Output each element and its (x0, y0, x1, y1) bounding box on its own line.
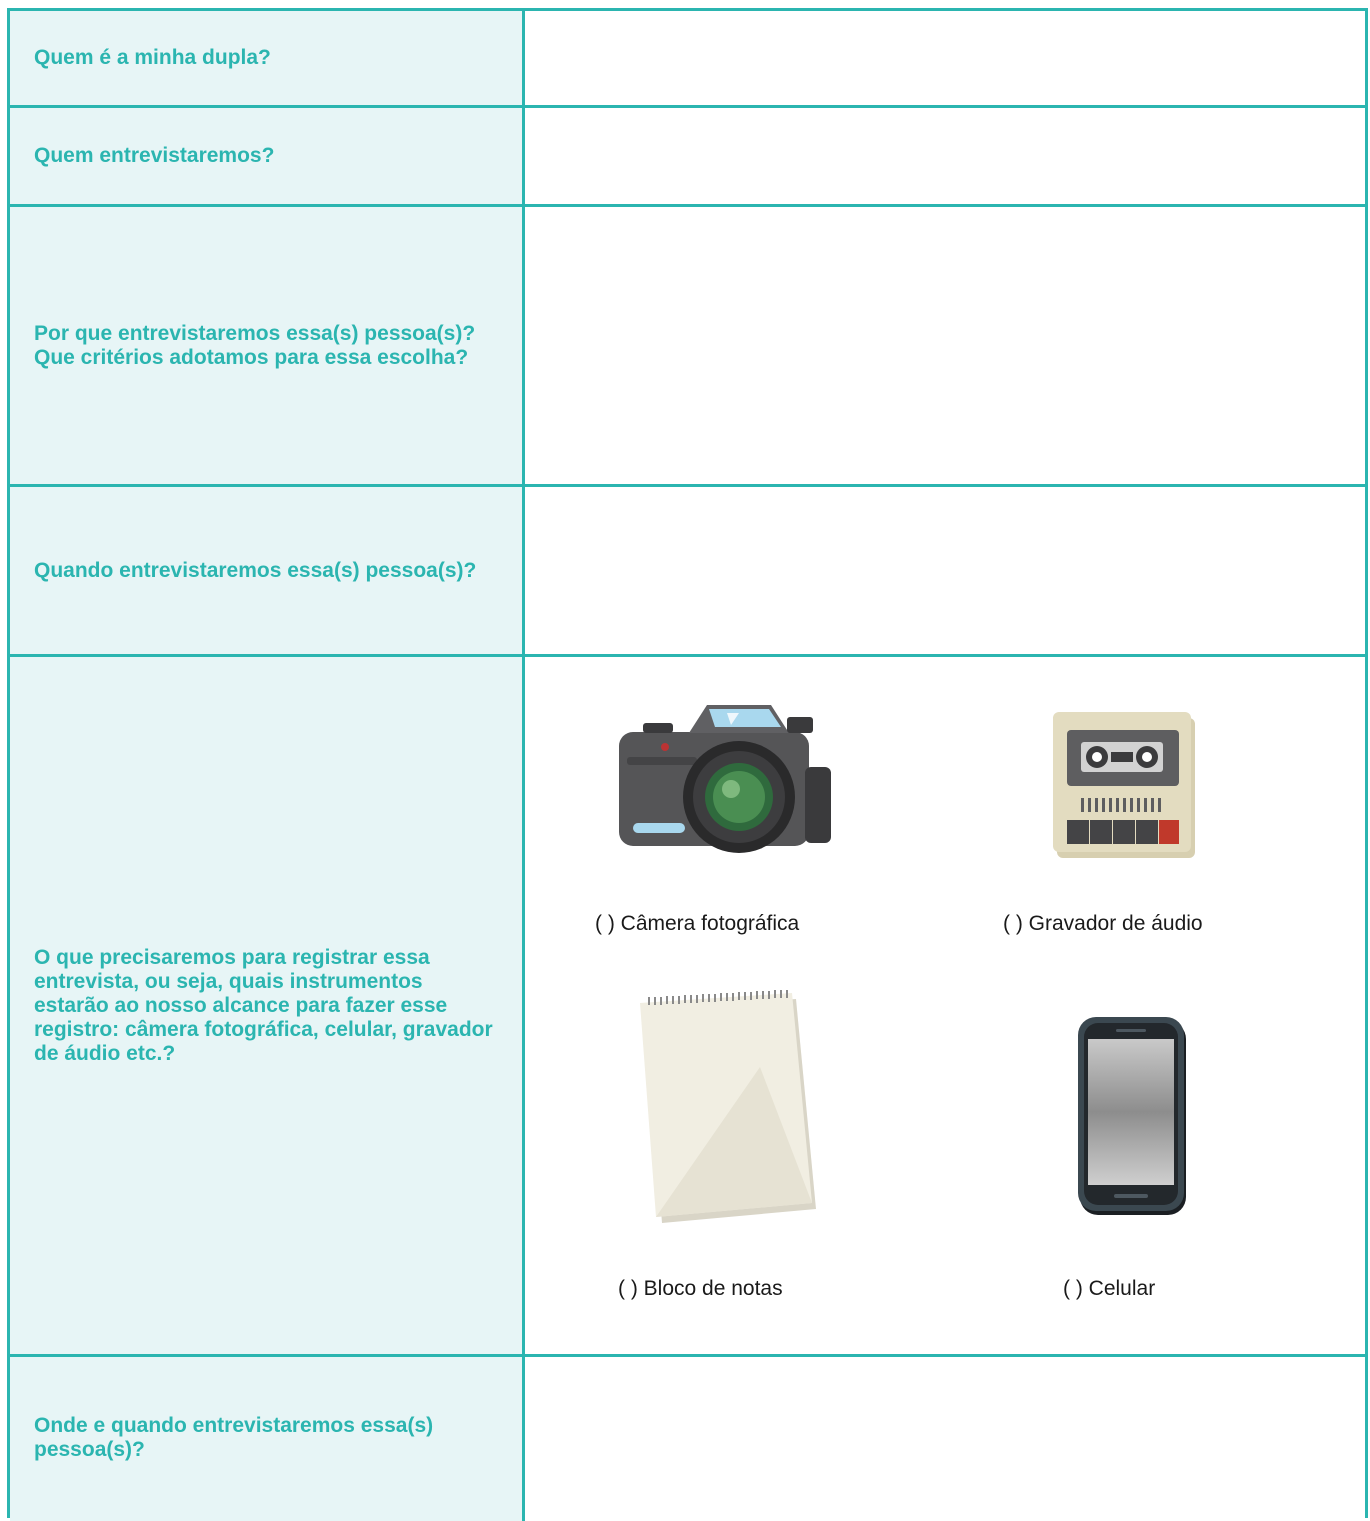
answer-cell[interactable] (525, 1357, 1365, 1521)
notepad-icon (630, 987, 830, 1237)
answer-cell[interactable] (525, 11, 1365, 105)
question-label: Quem entrevistaremos? (34, 144, 275, 167)
question-cell (10, 657, 525, 1354)
table-row (10, 11, 1365, 108)
question-cell (10, 207, 525, 484)
phone-icon (1078, 1017, 1188, 1217)
question-label: Quando entrevistaremos essa(s) pessoa(s)? (34, 558, 477, 582)
answer-cell[interactable] (525, 207, 1365, 484)
question-cell (10, 487, 525, 654)
question-label: O que precisaremos para registrar essa entrevista, ou seja, quais instrumentos estarão ao nosso alcance para fazer esse registro: câmera fotográfica, celular, gravador de áudio etc.? (34, 945, 493, 1065)
table-row (10, 108, 1365, 207)
table-row (10, 487, 1365, 657)
option-audio-recorder[interactable]: ( ) Gravador de áudio (1003, 912, 1203, 935)
camera-icon (615, 697, 835, 867)
question-label: Quem é a minha dupla? (34, 46, 271, 69)
answer-cell[interactable] (525, 487, 1365, 654)
answer-cell[interactable] (525, 108, 1365, 204)
table-row (10, 1357, 1365, 1521)
question-cell (10, 1357, 525, 1521)
option-notepad[interactable]: ( ) Bloco de notas (618, 1277, 783, 1300)
question-cell (10, 11, 525, 105)
instruments-cell (525, 657, 1365, 1354)
option-camera[interactable]: ( ) Câmera fotográfica (595, 912, 800, 935)
question-label: Onde e quando entrevistaremos essa(s) pessoa(s)? (34, 1414, 434, 1461)
audio-recorder-icon (1053, 712, 1199, 860)
planning-table (7, 8, 1368, 1518)
table-row (10, 207, 1365, 487)
question-label: Por que entrevistaremos essa(s) pessoa(s)? Que critérios adotamos para essa escolha? (34, 321, 476, 369)
table-row (10, 657, 1365, 1357)
question-cell (10, 108, 525, 204)
option-phone[interactable]: ( ) Celular (1063, 1277, 1156, 1300)
